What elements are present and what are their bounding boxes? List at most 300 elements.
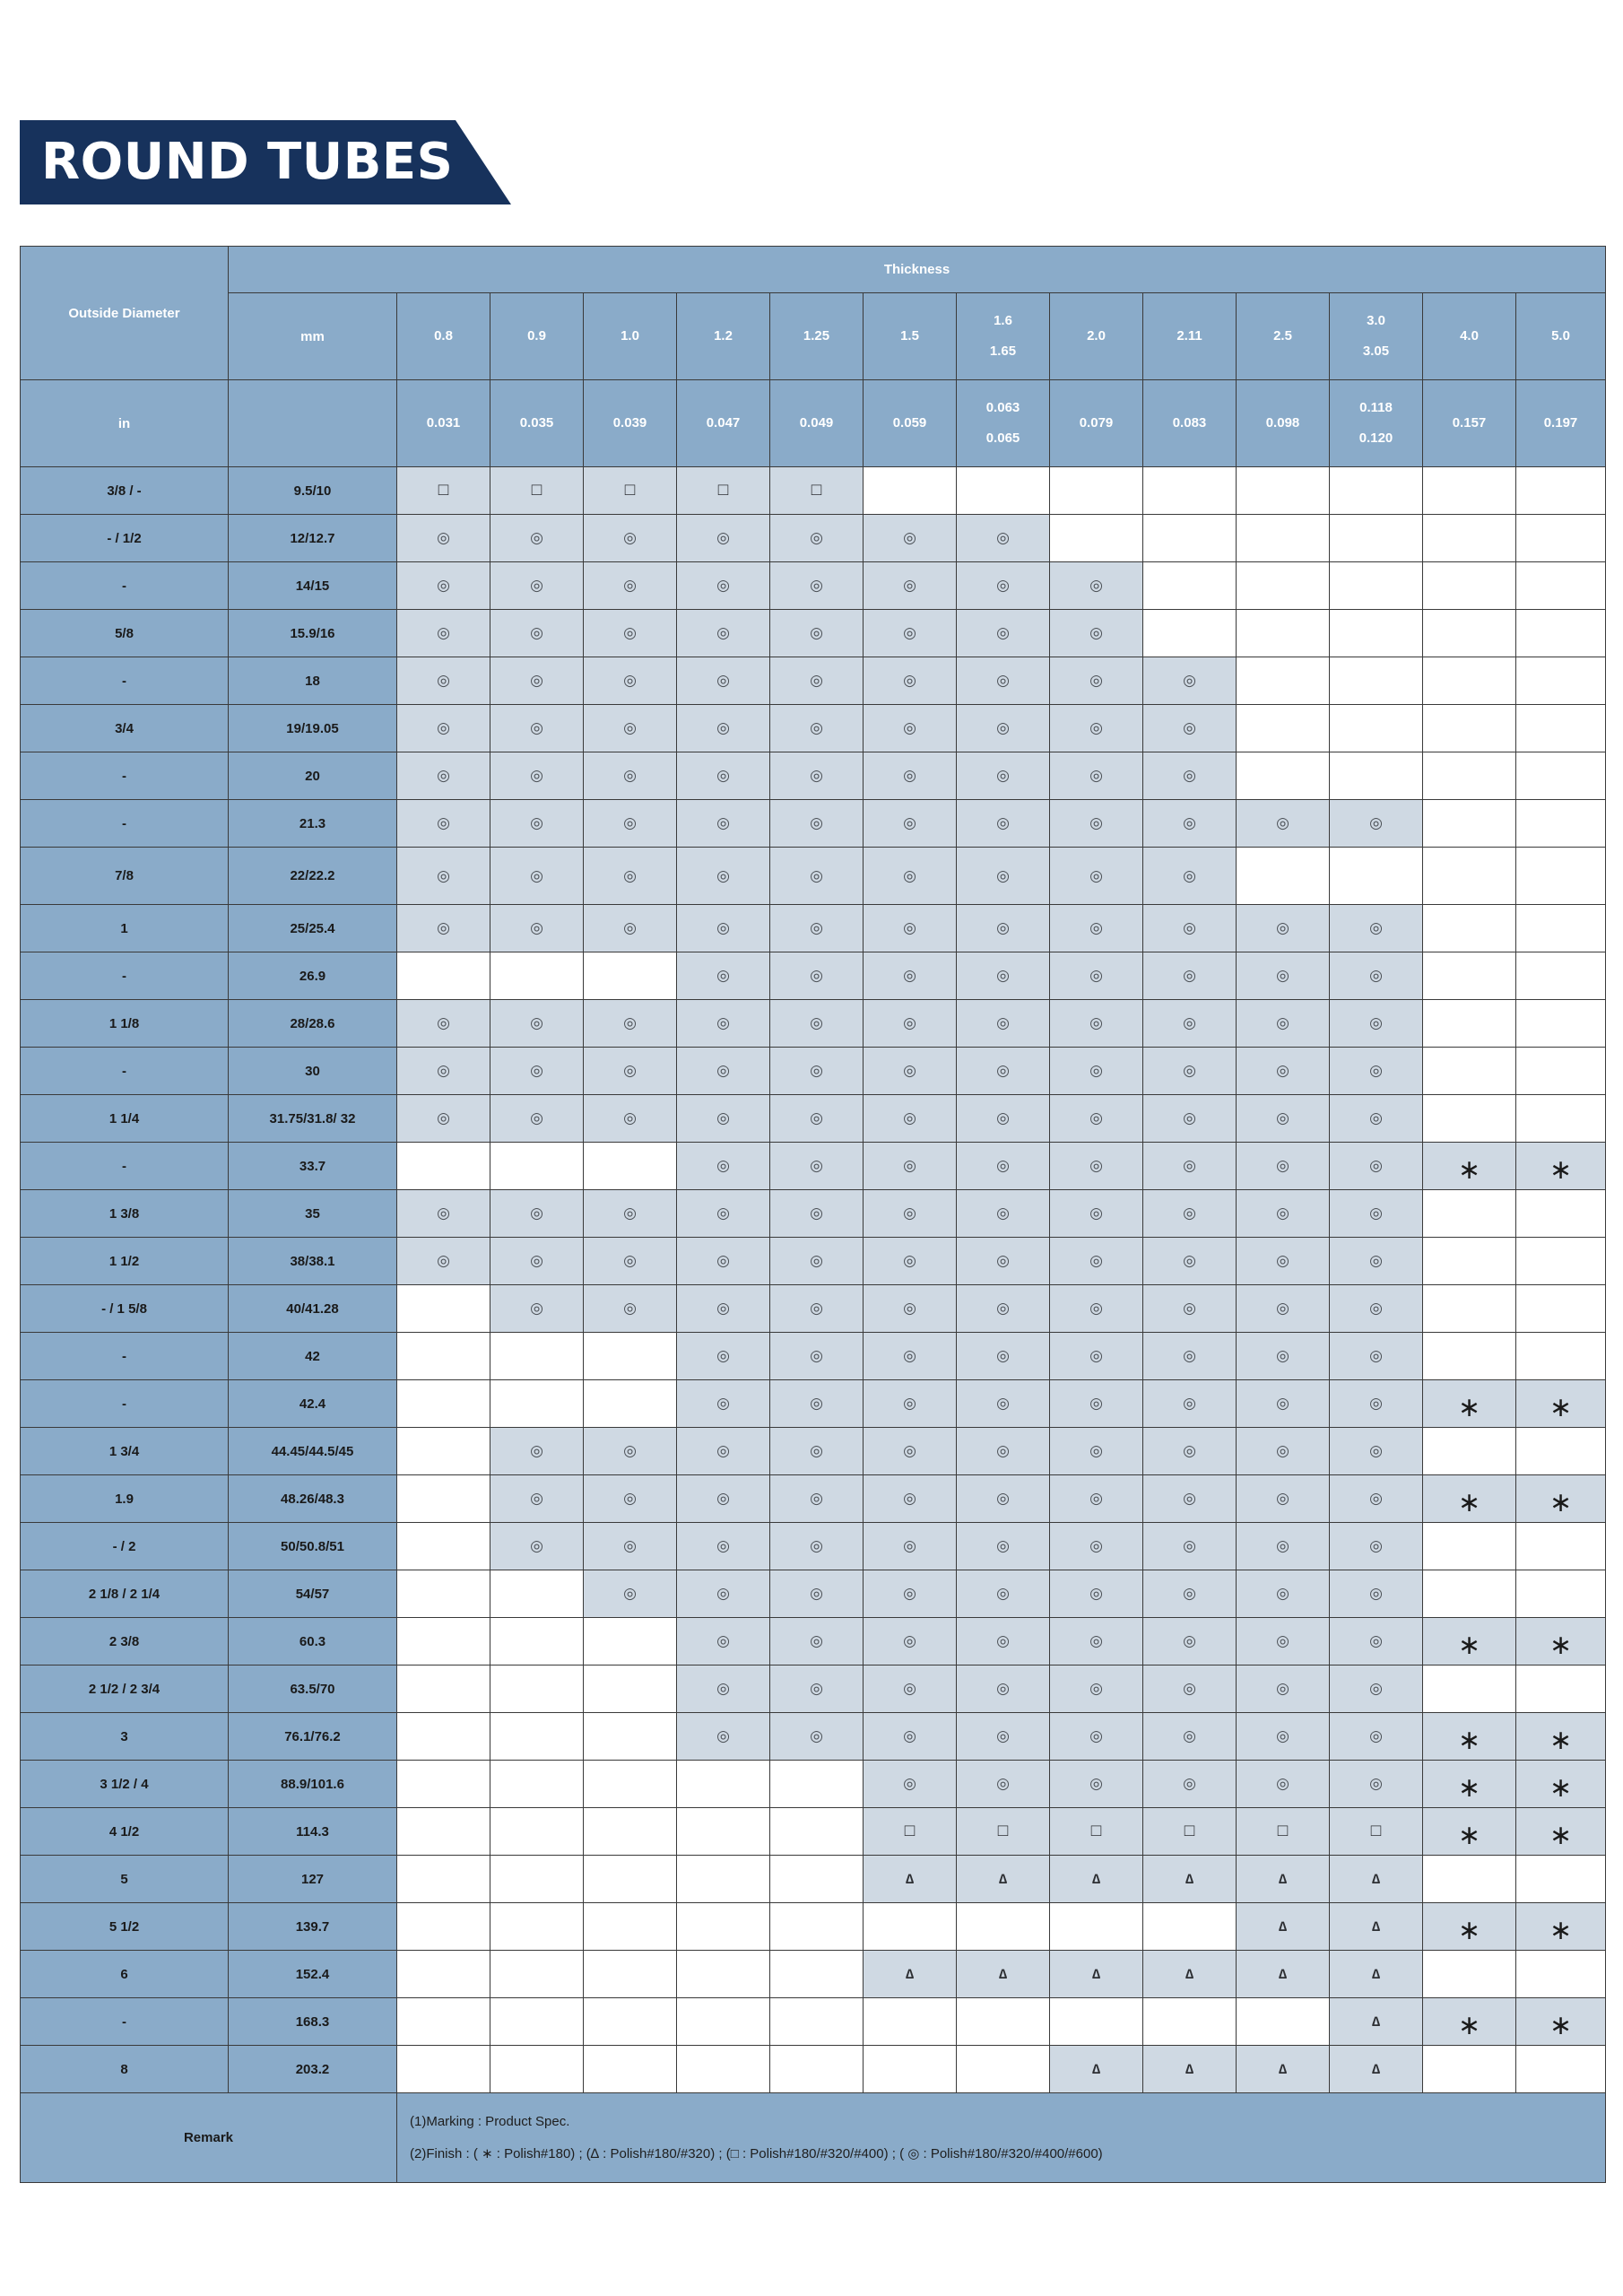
double-circle-icon: ◎	[530, 577, 543, 594]
availability-cell	[1050, 1951, 1143, 1998]
availability-cell	[770, 800, 864, 848]
availability-cell	[1050, 1048, 1143, 1095]
row-mm-size: 26.9	[229, 952, 397, 1000]
double-circle-icon: ◎	[1276, 1775, 1289, 1792]
asterisk-icon: ∗	[1549, 1392, 1573, 1422]
availability-cell	[1516, 1665, 1606, 1713]
availability-cell	[1516, 1713, 1606, 1761]
availability-cell	[1330, 848, 1423, 905]
double-circle-icon: ◎	[996, 1442, 1010, 1459]
availability-cell	[1423, 705, 1516, 752]
availability-cell	[397, 1856, 490, 1903]
row-inch-size: -	[21, 1048, 229, 1095]
availability-cell	[1330, 1048, 1423, 1095]
row-mm-size: 203.2	[229, 2046, 397, 2093]
double-circle-icon: ◎	[810, 1490, 823, 1507]
availability-cell	[1423, 1951, 1516, 1998]
double-circle-icon: ◎	[996, 1252, 1010, 1269]
availability-cell	[1423, 1285, 1516, 1333]
availability-cell	[1330, 1713, 1423, 1761]
table-row	[21, 905, 1606, 952]
availability-cell	[1330, 1761, 1423, 1808]
availability-cell	[677, 1761, 770, 1808]
availability-cell	[770, 848, 864, 905]
availability-cell	[1516, 1380, 1606, 1428]
availability-cell	[397, 1190, 490, 1238]
availability-cell	[490, 1095, 584, 1143]
table-row	[21, 657, 1606, 705]
square-icon: □	[1370, 1822, 1382, 1840]
availability-cell	[1423, 1333, 1516, 1380]
double-circle-icon: ◎	[437, 624, 450, 641]
double-circle-icon: ◎	[623, 1205, 637, 1222]
row-mm-size: 168.3	[229, 1998, 397, 2046]
availability-cell	[770, 1190, 864, 1238]
double-circle-icon: ◎	[810, 814, 823, 831]
double-circle-icon: ◎	[1276, 814, 1289, 831]
double-circle-icon: ◎	[716, 1442, 730, 1459]
double-circle-icon: ◎	[437, 672, 450, 689]
availability-cell	[1237, 1998, 1330, 2046]
availability-cell	[1050, 562, 1143, 610]
double-circle-icon: ◎	[810, 866, 823, 884]
double-circle-icon: ◎	[623, 672, 637, 689]
availability-cell	[1330, 705, 1423, 752]
availability-cell	[677, 1238, 770, 1285]
availability-cell	[770, 657, 864, 705]
availability-cell	[957, 1665, 1050, 1713]
double-circle-icon: ◎	[716, 967, 730, 984]
availability-cell	[1423, 848, 1516, 905]
row-inch-size: 2 1/8 / 2 1/4	[21, 1570, 229, 1618]
availability-cell	[490, 1761, 584, 1808]
double-circle-icon: ◎	[716, 1680, 730, 1697]
in-unit-blank	[229, 380, 397, 467]
availability-cell	[677, 1665, 770, 1713]
double-circle-icon: ◎	[903, 577, 916, 594]
asterisk-icon: ∗	[1549, 1772, 1573, 1803]
availability-cell	[864, 1285, 957, 1333]
double-circle-icon: ◎	[1183, 1775, 1196, 1792]
availability-cell	[1237, 848, 1330, 905]
availability-cell	[864, 1665, 957, 1713]
availability-cell	[1330, 1951, 1423, 1998]
availability-cell	[864, 1618, 957, 1665]
availability-cell	[864, 1048, 957, 1095]
availability-cell	[770, 1000, 864, 1048]
row-inch-size: -	[21, 1998, 229, 2046]
row-mm-size: 18	[229, 657, 397, 705]
table-row	[21, 1380, 1606, 1428]
asterisk-icon: ∗	[1457, 1392, 1481, 1422]
mm-header-cell	[1237, 293, 1330, 380]
availability-cell	[584, 1523, 677, 1570]
availability-cell	[1143, 705, 1237, 752]
row-inch-size: 1	[21, 905, 229, 952]
table-row	[21, 1570, 1606, 1618]
double-circle-icon: ◎	[530, 529, 543, 546]
double-circle-icon: ◎	[810, 1537, 823, 1554]
availability-cell	[957, 1808, 1050, 1856]
double-circle-icon: ◎	[1089, 1300, 1103, 1317]
row-mm-size: 35	[229, 1190, 397, 1238]
row-mm-size: 152.4	[229, 1951, 397, 1998]
double-circle-icon: ◎	[623, 1252, 637, 1269]
double-circle-icon: ◎	[903, 1300, 916, 1317]
availability-cell	[584, 1903, 677, 1951]
double-circle-icon: ◎	[716, 672, 730, 689]
table-row	[21, 515, 1606, 562]
double-circle-icon: ◎	[1089, 577, 1103, 594]
availability-cell	[770, 1523, 864, 1570]
double-circle-icon: ◎	[530, 1442, 543, 1459]
availability-cell	[677, 1713, 770, 1761]
availability-cell	[1516, 1618, 1606, 1665]
double-circle-icon: ◎	[623, 529, 637, 546]
asterisk-icon: ∗	[1549, 1154, 1573, 1185]
availability-cell	[1237, 1380, 1330, 1428]
double-circle-icon: ◎	[623, 814, 637, 831]
availability-cell	[584, 1190, 677, 1238]
availability-cell	[1516, 1951, 1606, 1998]
availability-cell	[1330, 562, 1423, 610]
in-header-cell	[397, 380, 490, 467]
double-circle-icon: ◎	[530, 1252, 543, 1269]
asterisk-icon: ∗	[1457, 1154, 1481, 1185]
row-inch-size: 7/8	[21, 848, 229, 905]
table-row	[21, 562, 1606, 610]
availability-cell	[957, 610, 1050, 657]
availability-cell	[1143, 1428, 1237, 1475]
table-row	[21, 1285, 1606, 1333]
double-circle-icon: ◎	[1183, 1157, 1196, 1174]
round-tubes-table	[20, 246, 1606, 2183]
availability-cell	[1516, 1333, 1606, 1380]
double-circle-icon: ◎	[1369, 967, 1383, 984]
double-circle-icon: ◎	[1183, 1252, 1196, 1269]
double-circle-icon: ◎	[530, 672, 543, 689]
double-circle-icon: ◎	[1369, 919, 1383, 936]
availability-cell	[397, 952, 490, 1000]
availability-cell	[677, 1856, 770, 1903]
double-circle-icon: ◎	[1089, 767, 1103, 784]
availability-cell	[1330, 657, 1423, 705]
availability-cell	[1516, 1428, 1606, 1475]
availability-cell	[1516, 1903, 1606, 1951]
availability-cell	[957, 1428, 1050, 1475]
row-inch-size: - / 1/2	[21, 515, 229, 562]
availability-cell	[1143, 1570, 1237, 1618]
availability-cell	[397, 1475, 490, 1523]
table-row	[21, 1523, 1606, 1570]
double-circle-icon: ◎	[1089, 719, 1103, 736]
availability-cell	[770, 562, 864, 610]
double-circle-icon: ◎	[1089, 1490, 1103, 1507]
double-circle-icon: ◎	[903, 1014, 916, 1031]
availability-cell	[1423, 1238, 1516, 1285]
availability-cell	[584, 905, 677, 952]
availability-cell	[957, 1570, 1050, 1618]
availability-cell	[1237, 1951, 1330, 1998]
availability-cell	[1237, 1190, 1330, 1238]
table-row	[21, 1618, 1606, 1665]
double-circle-icon: ◎	[1369, 1109, 1383, 1126]
double-circle-icon: ◎	[530, 1109, 543, 1126]
table-row	[21, 1095, 1606, 1143]
availability-cell	[397, 905, 490, 952]
availability-cell	[864, 515, 957, 562]
availability-cell	[1050, 1856, 1143, 1903]
availability-cell	[1330, 1665, 1423, 1713]
table-row	[21, 1761, 1606, 1808]
double-circle-icon: ◎	[1183, 1632, 1196, 1649]
availability-cell	[584, 1475, 677, 1523]
double-circle-icon: ◎	[903, 529, 916, 546]
availability-cell	[1237, 800, 1330, 848]
availability-cell	[864, 1998, 957, 2046]
availability-cell	[584, 1713, 677, 1761]
availability-cell	[770, 1951, 864, 1998]
double-circle-icon: ◎	[530, 1300, 543, 1317]
availability-cell	[584, 1761, 677, 1808]
row-mm-size: 19/19.05	[229, 705, 397, 752]
in-header-cell	[864, 380, 957, 467]
availability-cell	[677, 1998, 770, 2046]
availability-cell	[1516, 1238, 1606, 1285]
double-circle-icon: ◎	[716, 1109, 730, 1126]
row-mm-size: 63.5/70	[229, 1665, 397, 1713]
double-circle-icon: ◎	[716, 1014, 730, 1031]
row-inch-size: 8	[21, 2046, 229, 2093]
availability-cell	[584, 848, 677, 905]
double-circle-icon: ◎	[996, 672, 1010, 689]
availability-cell	[957, 1475, 1050, 1523]
asterisk-icon: ∗	[1457, 1772, 1481, 1803]
in-value: 0.098	[1265, 415, 1300, 430]
availability-cell	[1050, 1428, 1143, 1475]
row-mm-size: 42.4	[229, 1380, 397, 1428]
double-circle-icon: ◎	[810, 1395, 823, 1412]
double-circle-icon: ◎	[623, 624, 637, 641]
availability-cell	[1143, 1143, 1237, 1190]
availability-cell	[397, 1285, 490, 1333]
square-icon: □	[624, 481, 636, 500]
double-circle-icon: ◎	[1183, 1300, 1196, 1317]
double-circle-icon: ◎	[1183, 672, 1196, 689]
double-circle-icon: ◎	[996, 1062, 1010, 1079]
double-circle-icon: ◎	[1089, 1109, 1103, 1126]
availability-cell	[1237, 952, 1330, 1000]
double-circle-icon: ◎	[1089, 1632, 1103, 1649]
double-circle-icon: ◎	[1276, 1442, 1289, 1459]
availability-cell	[397, 1618, 490, 1665]
availability-cell	[397, 1238, 490, 1285]
double-circle-icon: ◎	[1089, 866, 1103, 884]
availability-cell	[490, 1665, 584, 1713]
availability-cell	[397, 800, 490, 848]
in-value: 0.079	[1079, 415, 1114, 430]
double-circle-icon: ◎	[1183, 719, 1196, 736]
row-mm-size: 33.7	[229, 1143, 397, 1190]
double-circle-icon: ◎	[996, 1632, 1010, 1649]
double-circle-icon: ◎	[623, 866, 637, 884]
in-value: 0.059	[892, 415, 927, 430]
availability-cell	[1237, 705, 1330, 752]
availability-cell	[1050, 2046, 1143, 2093]
double-circle-icon: ◎	[1369, 1632, 1383, 1649]
availability-cell	[677, 1808, 770, 1856]
row-inch-size: 3/8 / -	[21, 467, 229, 515]
row-inch-size: 1 3/8	[21, 1190, 229, 1238]
availability-cell	[490, 1618, 584, 1665]
triangle-icon: ∆	[1091, 2061, 1101, 2077]
double-circle-icon: ◎	[903, 1585, 916, 1602]
availability-cell	[677, 1285, 770, 1333]
availability-cell	[1423, 1428, 1516, 1475]
availability-cell	[770, 1333, 864, 1380]
availability-cell	[864, 1761, 957, 1808]
double-circle-icon: ◎	[810, 672, 823, 689]
square-icon: □	[997, 1822, 1009, 1840]
availability-cell	[770, 952, 864, 1000]
availability-cell	[1050, 848, 1143, 905]
availability-cell	[1143, 610, 1237, 657]
availability-cell	[677, 1903, 770, 1951]
double-circle-icon: ◎	[996, 624, 1010, 641]
asterisk-icon: ∗	[1457, 1725, 1481, 1755]
availability-cell	[770, 1856, 864, 1903]
asterisk-icon: ∗	[1549, 1915, 1573, 1945]
double-circle-icon: ◎	[716, 1490, 730, 1507]
page-title: ROUND TUBES	[41, 133, 454, 191]
row-mm-size: 48.26/48.3	[229, 1475, 397, 1523]
mm-value: 1.5	[900, 328, 919, 344]
in-header-cell	[1237, 380, 1330, 467]
availability-cell	[1143, 1095, 1237, 1143]
double-circle-icon: ◎	[1183, 1109, 1196, 1126]
triangle-icon: ∆	[1278, 2061, 1288, 2077]
availability-cell	[1330, 952, 1423, 1000]
double-circle-icon: ◎	[1369, 1490, 1383, 1507]
row-mm-size: 22/22.2	[229, 848, 397, 905]
availability-cell	[1423, 1475, 1516, 1523]
table-row	[21, 1143, 1606, 1190]
row-inch-size: 6	[21, 1951, 229, 1998]
double-circle-icon: ◎	[903, 1490, 916, 1507]
availability-cell	[677, 800, 770, 848]
double-circle-icon: ◎	[716, 577, 730, 594]
availability-cell	[864, 1428, 957, 1475]
availability-cell	[864, 467, 957, 515]
row-mm-size: 60.3	[229, 1618, 397, 1665]
availability-cell	[957, 1618, 1050, 1665]
availability-cell	[584, 1380, 677, 1428]
availability-cell	[397, 1428, 490, 1475]
row-inch-size: - / 1 5/8	[21, 1285, 229, 1333]
double-circle-icon: ◎	[716, 1585, 730, 1602]
availability-cell	[770, 1380, 864, 1428]
availability-cell	[677, 1428, 770, 1475]
double-circle-icon: ◎	[996, 967, 1010, 984]
availability-cell	[1237, 1333, 1330, 1380]
double-circle-icon: ◎	[437, 529, 450, 546]
availability-cell	[397, 848, 490, 905]
availability-cell	[1516, 1856, 1606, 1903]
availability-cell	[1237, 1665, 1330, 1713]
availability-cell	[770, 1570, 864, 1618]
availability-cell	[1237, 1856, 1330, 1903]
remark-label: Remark	[21, 2093, 397, 2183]
double-circle-icon: ◎	[996, 1347, 1010, 1364]
double-circle-icon: ◎	[996, 529, 1010, 546]
availability-cell	[864, 1000, 957, 1048]
availability-cell	[1143, 1190, 1237, 1238]
double-circle-icon: ◎	[1276, 1252, 1289, 1269]
availability-cell	[864, 752, 957, 800]
row-inch-size: -	[21, 562, 229, 610]
availability-cell	[1143, 848, 1237, 905]
double-circle-icon: ◎	[623, 1062, 637, 1079]
square-icon: □	[904, 1822, 916, 1840]
availability-cell	[677, 952, 770, 1000]
row-mm-size: 54/57	[229, 1570, 397, 1618]
availability-cell	[490, 1048, 584, 1095]
triangle-icon: ∆	[1278, 1871, 1288, 1887]
double-circle-icon: ◎	[996, 1585, 1010, 1602]
double-circle-icon: ◎	[1183, 767, 1196, 784]
availability-cell	[584, 1665, 677, 1713]
availability-cell	[1516, 1285, 1606, 1333]
double-circle-icon: ◎	[810, 1585, 823, 1602]
row-mm-size: 40/41.28	[229, 1285, 397, 1333]
availability-cell	[864, 952, 957, 1000]
double-circle-icon: ◎	[996, 767, 1010, 784]
mm-header-cell	[1516, 293, 1606, 380]
table-row	[21, 467, 1606, 515]
double-circle-icon: ◎	[1183, 1537, 1196, 1554]
availability-cell	[1423, 562, 1516, 610]
mm-value: 3.0	[1367, 313, 1385, 328]
row-inch-size: 3/4	[21, 705, 229, 752]
double-circle-icon: ◎	[1183, 1062, 1196, 1079]
double-circle-icon: ◎	[1183, 1442, 1196, 1459]
availability-cell	[677, 515, 770, 562]
availability-cell	[1516, 1761, 1606, 1808]
availability-cell	[1050, 467, 1143, 515]
availability-cell	[490, 848, 584, 905]
double-circle-icon: ◎	[437, 1205, 450, 1222]
availability-cell	[584, 1143, 677, 1190]
double-circle-icon: ◎	[530, 767, 543, 784]
double-circle-icon: ◎	[810, 624, 823, 641]
asterisk-icon: ∗	[1457, 1487, 1481, 1518]
triangle-icon: ∆	[1371, 2013, 1381, 2030]
availability-cell	[770, 1761, 864, 1808]
availability-cell	[584, 1333, 677, 1380]
double-circle-icon: ◎	[623, 919, 637, 936]
availability-cell	[1050, 1570, 1143, 1618]
double-circle-icon: ◎	[716, 767, 730, 784]
availability-cell	[1237, 1143, 1330, 1190]
double-circle-icon: ◎	[996, 1157, 1010, 1174]
availability-cell	[677, 562, 770, 610]
double-circle-icon: ◎	[1089, 1205, 1103, 1222]
availability-cell	[1423, 467, 1516, 515]
double-circle-icon: ◎	[1089, 1062, 1103, 1079]
double-circle-icon: ◎	[1276, 919, 1289, 936]
availability-cell	[957, 467, 1050, 515]
availability-cell	[490, 467, 584, 515]
